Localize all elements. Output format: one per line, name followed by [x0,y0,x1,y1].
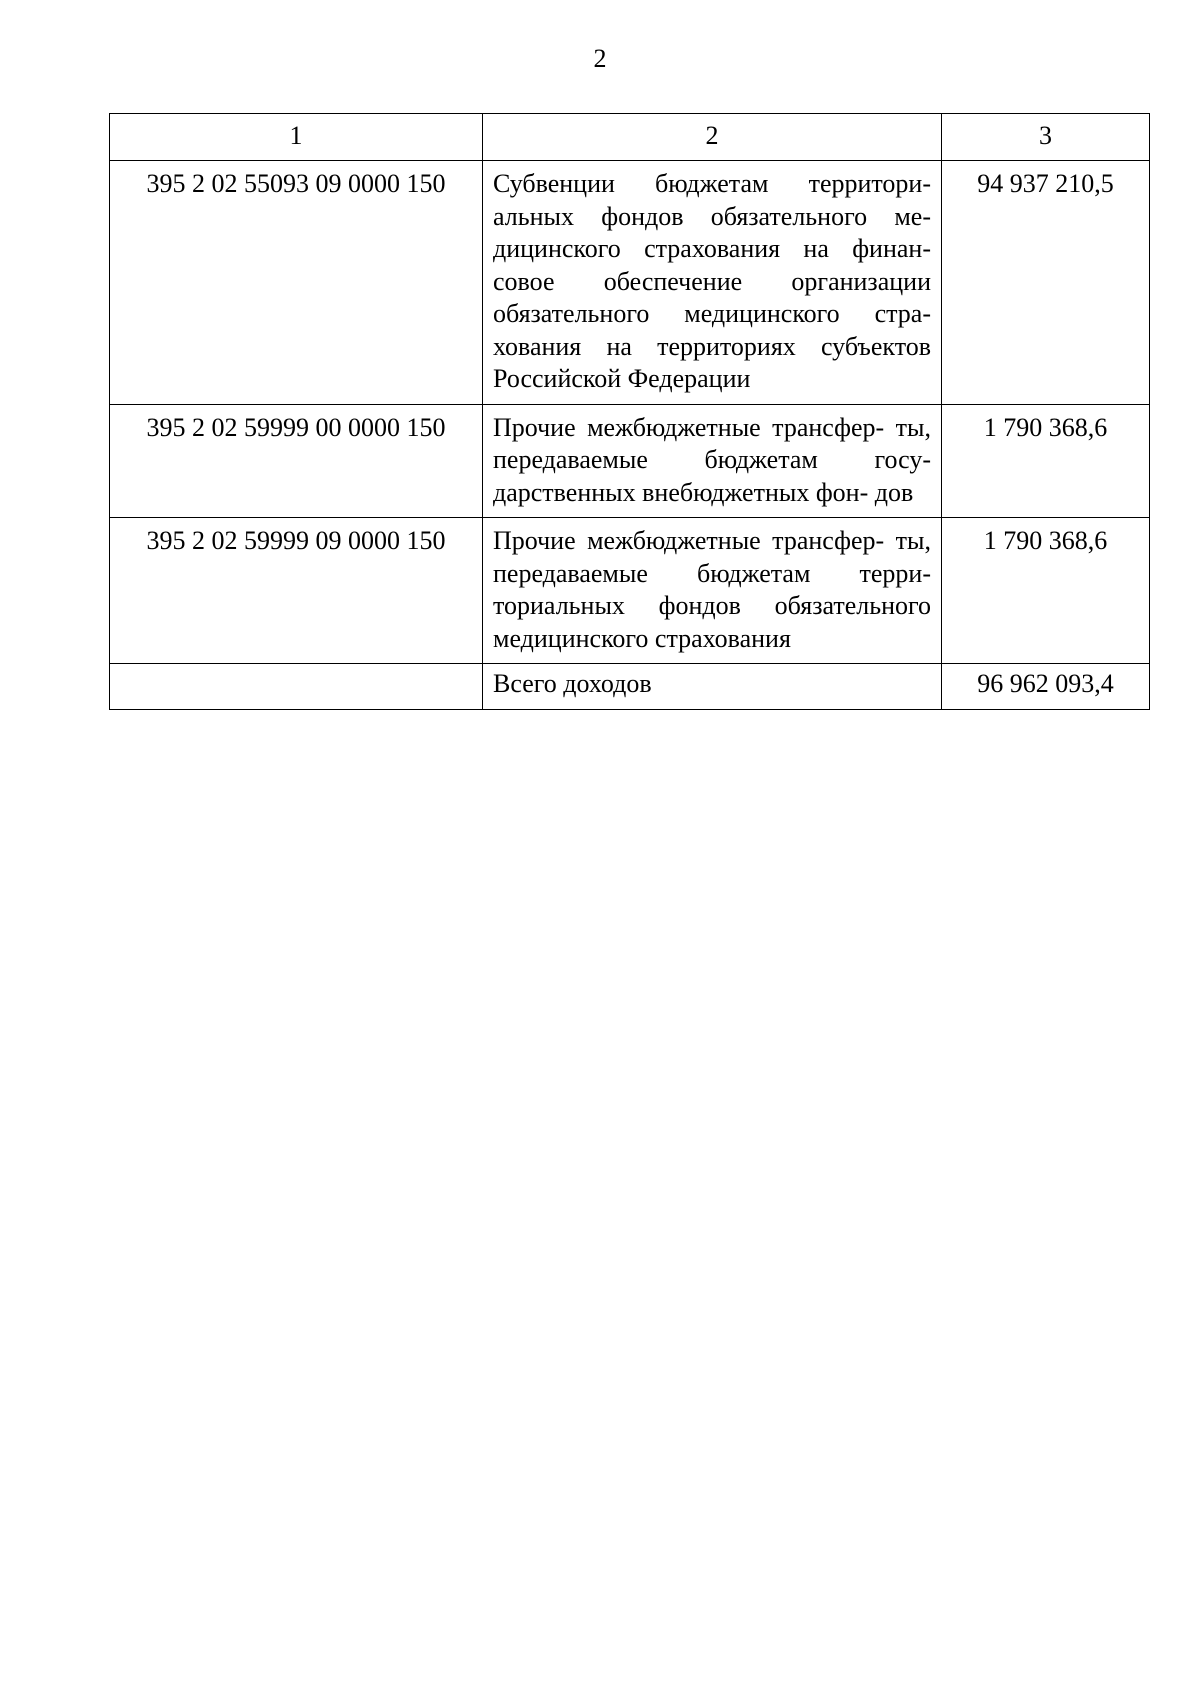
header-cell-3: 3 [942,114,1150,161]
header-cell-2: 2 [483,114,942,161]
description-line: Российской Федерации [493,364,751,393]
description-line: дицинского страхования на финан- [493,234,931,263]
table-row [110,518,1150,664]
description-line: хования на территориях субъектов [493,331,931,361]
total-amount: 96 962 093,4 [942,664,1150,710]
total-label: Всего доходов [483,664,942,710]
revenue-table [109,113,1150,710]
table-row [110,161,1150,405]
description-line: Прочие межбюджетные трансфер- [493,412,885,442]
page-number: 2 [593,44,607,73]
description-cell [483,161,942,405]
description-cell [483,518,942,664]
description-line: альных фондов обязательного ме- [493,201,931,231]
table-row [110,404,1150,518]
description-line: обязательного медицинского стра- [493,299,931,328]
description-line: Субвенции бюджетам территори- [493,169,931,198]
description-line: ты, передаваемые бюджетам терри- [493,526,931,588]
amount-cell: 1 790 368,6 [942,404,1150,518]
header-cell-1: 1 [110,114,483,161]
budget-code-cell: 395 2 02 59999 09 0000 150 [110,518,483,664]
description-line: ториальных фондов обязательного [493,591,931,620]
description-line: медицинского страхования [493,623,791,653]
table-header-row [110,114,1150,161]
budget-code-cell: 395 2 02 59999 00 0000 150 [110,404,483,518]
description-line: Прочие межбюджетные трансфер- [493,526,885,555]
description-cell [483,404,942,518]
amount-cell: 94 937 210,5 [942,161,1150,405]
description-line: совое обеспечение организации [493,266,931,296]
empty-code-cell [110,664,483,710]
amount-cell: 1 790 368,6 [942,518,1150,664]
description-line: дарственных внебюджетных фон- [493,477,869,507]
description-line: дов [874,477,914,507]
budget-code-cell: 395 2 02 55093 09 0000 150 [110,161,483,405]
description-line: ты, передаваемые бюджетам госу- [493,412,931,474]
total-row [110,664,1150,710]
